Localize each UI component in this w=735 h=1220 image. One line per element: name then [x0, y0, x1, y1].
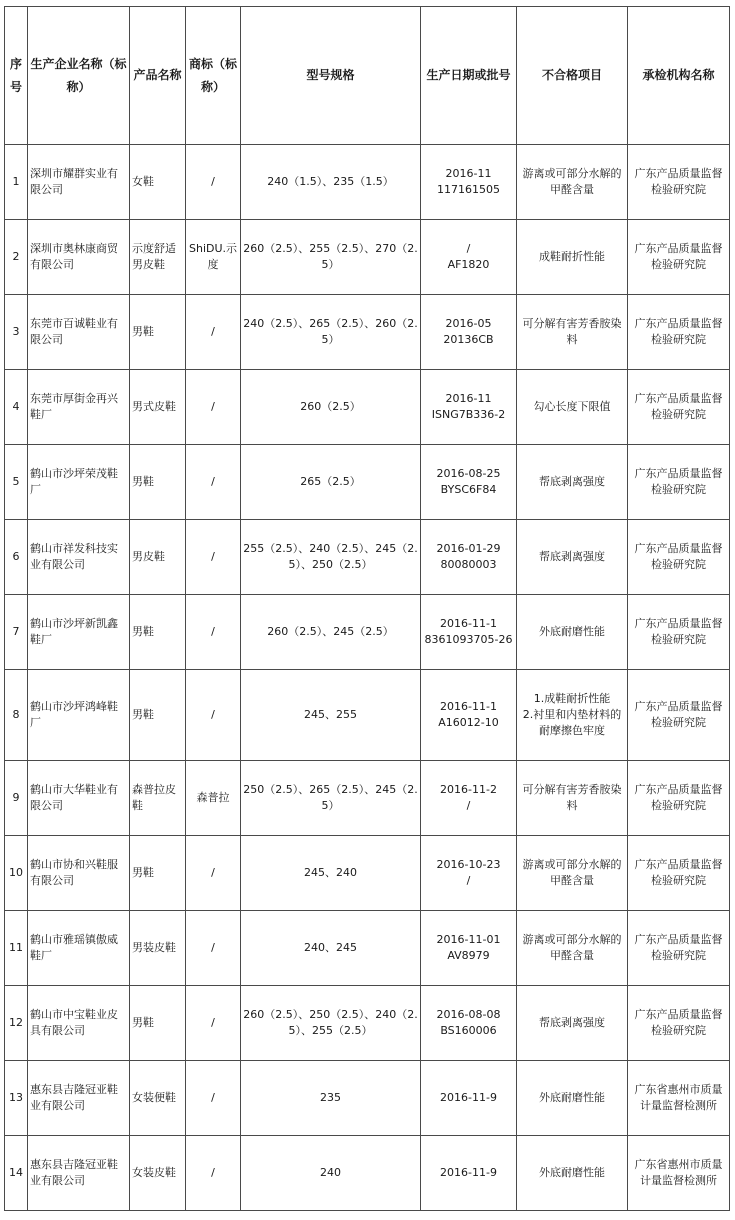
cell-seq: 7	[5, 595, 28, 670]
cell-company: 鹤山市大华鞋业有限公司	[28, 761, 130, 836]
table-row	[5, 295, 730, 370]
cell-agency: 广东产品质量监督检验研究院	[628, 836, 730, 911]
table-row	[5, 670, 730, 761]
cell-seq: 1	[5, 145, 28, 220]
cell-brand: /	[186, 986, 241, 1061]
header-product: 产品名称	[130, 7, 186, 145]
table-row	[5, 145, 730, 220]
cell-agency: 广东产品质量监督检验研究院	[628, 145, 730, 220]
date-text: BYSC6F84	[440, 483, 497, 496]
cell-agency: 广东产品质量监督检验研究院	[628, 370, 730, 445]
cell-brand: /	[186, 145, 241, 220]
defect-text: 帮底剥离强度	[539, 475, 605, 488]
cell-defect	[517, 986, 628, 1061]
cell-model: 255（2.5）、240（2.5）、245（2.5）、250（2.5）	[241, 520, 421, 595]
cell-date	[421, 761, 517, 836]
cell-company: 鹤山市协和兴鞋服有限公司	[28, 836, 130, 911]
cell-date	[421, 370, 517, 445]
cell-model: 260（2.5）、245（2.5）	[241, 595, 421, 670]
date-text: 2016-11	[445, 392, 492, 405]
cell-seq: 13	[5, 1061, 28, 1136]
date-text: 2016-11-01	[436, 933, 501, 946]
cell-product: 男皮鞋	[130, 520, 186, 595]
cell-defect	[517, 761, 628, 836]
cell-brand: /	[186, 520, 241, 595]
date-text: 2016-10-23	[436, 858, 501, 871]
cell-defect	[517, 145, 628, 220]
cell-date	[421, 445, 517, 520]
cell-brand: 森普拉	[186, 761, 241, 836]
cell-defect	[517, 295, 628, 370]
date-text: 20136CB	[443, 333, 494, 346]
cell-date	[421, 145, 517, 220]
cell-brand: /	[186, 911, 241, 986]
cell-defect	[517, 595, 628, 670]
cell-defect	[517, 670, 628, 761]
date-text: /	[466, 874, 471, 887]
cell-product: 示度舒适男皮鞋	[130, 220, 186, 295]
cell-defect	[517, 220, 628, 295]
date-text: 2016-11-2	[440, 783, 497, 796]
cell-defect	[517, 370, 628, 445]
defect-text: 游离或可部分水解的甲醛含量	[522, 858, 622, 887]
cell-company: 鹤山市沙坪新凯鑫鞋厂	[28, 595, 130, 670]
cell-model: 240	[241, 1136, 421, 1211]
cell-date	[421, 595, 517, 670]
date-text: 2016-01-29	[436, 542, 501, 555]
cell-company: 东莞市百诚鞋业有限公司	[28, 295, 130, 370]
date-text: /	[466, 799, 471, 812]
report-container	[4, 6, 729, 1211]
header-agency: 承检机构名称	[628, 7, 730, 145]
defect-text: 外底耐磨性能	[539, 1166, 605, 1179]
cell-seq: 5	[5, 445, 28, 520]
cell-date	[421, 1061, 517, 1136]
date-text: 2016-08-08	[436, 1008, 501, 1021]
cell-defect	[517, 520, 628, 595]
cell-defect	[517, 1136, 628, 1211]
defect-text: 外底耐磨性能	[539, 1091, 605, 1104]
cell-product: 女鞋	[130, 145, 186, 220]
cell-company: 惠东县吉隆冠亚鞋业有限公司	[28, 1061, 130, 1136]
table-row	[5, 445, 730, 520]
defect-text: 2.衬里和内垫材料的耐摩擦色牢度	[522, 708, 622, 737]
header-date: 生产日期或批号	[421, 7, 517, 145]
cell-seq: 8	[5, 670, 28, 761]
cell-model: 250（2.5）、265（2.5）、245（2.5）	[241, 761, 421, 836]
defect-text: 可分解有害芳香胺染料	[522, 317, 622, 346]
cell-agency: 广东产品质量监督检验研究院	[628, 761, 730, 836]
header-brand: 商标（标称）	[186, 7, 241, 145]
cell-model: 235	[241, 1061, 421, 1136]
cell-product: 男装皮鞋	[130, 911, 186, 986]
cell-model: 245、240	[241, 836, 421, 911]
cell-defect	[517, 911, 628, 986]
cell-model: 260（2.5）、255（2.5）、270（2.5）	[241, 220, 421, 295]
cell-date	[421, 1136, 517, 1211]
cell-agency: 广东产品质量监督检验研究院	[628, 295, 730, 370]
cell-brand: /	[186, 295, 241, 370]
header-defect: 不合格项目	[517, 7, 628, 145]
header-model: 型号规格	[241, 7, 421, 145]
cell-brand: /	[186, 1136, 241, 1211]
cell-date	[421, 911, 517, 986]
cell-model: 265（2.5）	[241, 445, 421, 520]
date-text: 80080003	[440, 558, 497, 571]
cell-brand: /	[186, 670, 241, 761]
cell-product: 男鞋	[130, 595, 186, 670]
cell-agency: 广东产品质量监督检验研究院	[628, 220, 730, 295]
defect-text: 帮底剥离强度	[539, 1016, 605, 1029]
date-text: AF1820	[447, 258, 490, 271]
cell-product: 男鞋	[130, 836, 186, 911]
cell-seq: 10	[5, 836, 28, 911]
cell-product: 森普拉皮鞋	[130, 761, 186, 836]
cell-seq: 12	[5, 986, 28, 1061]
cell-model: 240、245	[241, 911, 421, 986]
date-text: A16012-10	[438, 716, 499, 729]
cell-product: 男鞋	[130, 986, 186, 1061]
cell-model: 260（2.5）	[241, 370, 421, 445]
cell-company: 鹤山市沙坪荣茂鞋厂	[28, 445, 130, 520]
cell-company: 惠东县吉隆冠亚鞋业有限公司	[28, 1136, 130, 1211]
date-text: 2016-11-1	[440, 700, 497, 713]
cell-brand: /	[186, 445, 241, 520]
table-body	[5, 145, 730, 1211]
cell-brand: ShiDU.示度	[186, 220, 241, 295]
cell-agency: 广东产品质量监督检验研究院	[628, 986, 730, 1061]
date-text: 2016-08-25	[436, 467, 501, 480]
cell-date	[421, 986, 517, 1061]
defect-text: 外底耐磨性能	[539, 625, 605, 638]
cell-agency: 广东产品质量监督检验研究院	[628, 911, 730, 986]
cell-seq: 6	[5, 520, 28, 595]
table-row	[5, 836, 730, 911]
cell-product: 男鞋	[130, 670, 186, 761]
cell-defect	[517, 445, 628, 520]
cell-agency: 广东产品质量监督检验研究院	[628, 595, 730, 670]
date-text: 8361093705-26	[424, 633, 513, 646]
cell-agency: 广东省惠州市质量计量监督检测所	[628, 1061, 730, 1136]
cell-model: 245、255	[241, 670, 421, 761]
date-text: 117161505	[437, 183, 500, 196]
date-text: 2016-11-9	[440, 1091, 497, 1104]
defect-text: 游离或可部分水解的甲醛含量	[522, 933, 622, 962]
cell-company: 鹤山市祥发科技实业有限公司	[28, 520, 130, 595]
header-seq: 序号	[5, 7, 28, 145]
date-text: 2016-11-9	[440, 1166, 497, 1179]
cell-model: 240（2.5）、265（2.5）、260（2.5）	[241, 295, 421, 370]
cell-date	[421, 836, 517, 911]
cell-company: 东莞市厚街金再兴鞋厂	[28, 370, 130, 445]
cell-product: 女装皮鞋	[130, 1136, 186, 1211]
cell-seq: 3	[5, 295, 28, 370]
date-text: ISNG7B336-2	[431, 408, 506, 421]
cell-seq: 11	[5, 911, 28, 986]
header-company: 生产企业名称（标称）	[28, 7, 130, 145]
defect-text: 勾心长度下限值	[533, 400, 611, 413]
defect-text: 游离或可部分水解的甲醛含量	[522, 167, 622, 196]
cell-company: 深圳市奥林康商贸有限公司	[28, 220, 130, 295]
table-row	[5, 761, 730, 836]
table-row	[5, 1136, 730, 1211]
defect-text: 1.成鞋耐折性能	[533, 692, 611, 705]
date-text: AV8979	[447, 949, 490, 962]
cell-model: 240（1.5）、235（1.5）	[241, 145, 421, 220]
cell-agency: 广东省惠州市质量计量监督检测所	[628, 1136, 730, 1211]
unqualified-products-table	[4, 6, 730, 1211]
defect-text: 帮底剥离强度	[539, 550, 605, 563]
cell-company: 鹤山市沙坪鸿峰鞋厂	[28, 670, 130, 761]
date-text: 2016-11-1	[440, 617, 497, 630]
defect-text: 可分解有害芳香胺染料	[522, 783, 622, 812]
defect-text: 成鞋耐折性能	[539, 250, 605, 263]
cell-defect	[517, 1061, 628, 1136]
cell-company: 鹤山市雅瑶镇傲威鞋厂	[28, 911, 130, 986]
cell-defect	[517, 836, 628, 911]
cell-date	[421, 295, 517, 370]
cell-company: 鹤山市中宝鞋业皮具有限公司	[28, 986, 130, 1061]
cell-seq: 14	[5, 1136, 28, 1211]
cell-brand: /	[186, 1061, 241, 1136]
cell-product: 男鞋	[130, 295, 186, 370]
cell-seq: 2	[5, 220, 28, 295]
cell-product: 男式皮鞋	[130, 370, 186, 445]
date-text: BS160006	[440, 1024, 497, 1037]
cell-product: 男鞋	[130, 445, 186, 520]
date-text: /	[466, 242, 471, 255]
table-row	[5, 595, 730, 670]
table-row	[5, 520, 730, 595]
table-row	[5, 986, 730, 1061]
header-row	[5, 7, 730, 145]
table-row	[5, 220, 730, 295]
cell-company: 深圳市耀群实业有限公司	[28, 145, 130, 220]
cell-agency: 广东产品质量监督检验研究院	[628, 520, 730, 595]
cell-brand: /	[186, 370, 241, 445]
cell-seq: 9	[5, 761, 28, 836]
cell-product: 女装便鞋	[130, 1061, 186, 1136]
date-text: 2016-05	[445, 317, 492, 330]
cell-agency: 广东产品质量监督检验研究院	[628, 445, 730, 520]
cell-seq: 4	[5, 370, 28, 445]
cell-brand: /	[186, 595, 241, 670]
cell-agency: 广东产品质量监督检验研究院	[628, 670, 730, 761]
cell-date	[421, 670, 517, 761]
cell-date	[421, 220, 517, 295]
table-row	[5, 370, 730, 445]
table-row	[5, 911, 730, 986]
cell-brand: /	[186, 836, 241, 911]
cell-date	[421, 520, 517, 595]
table-row	[5, 1061, 730, 1136]
cell-model: 260（2.5）、250（2.5）、240（2.5）、255（2.5）	[241, 986, 421, 1061]
date-text: 2016-11	[445, 167, 492, 180]
